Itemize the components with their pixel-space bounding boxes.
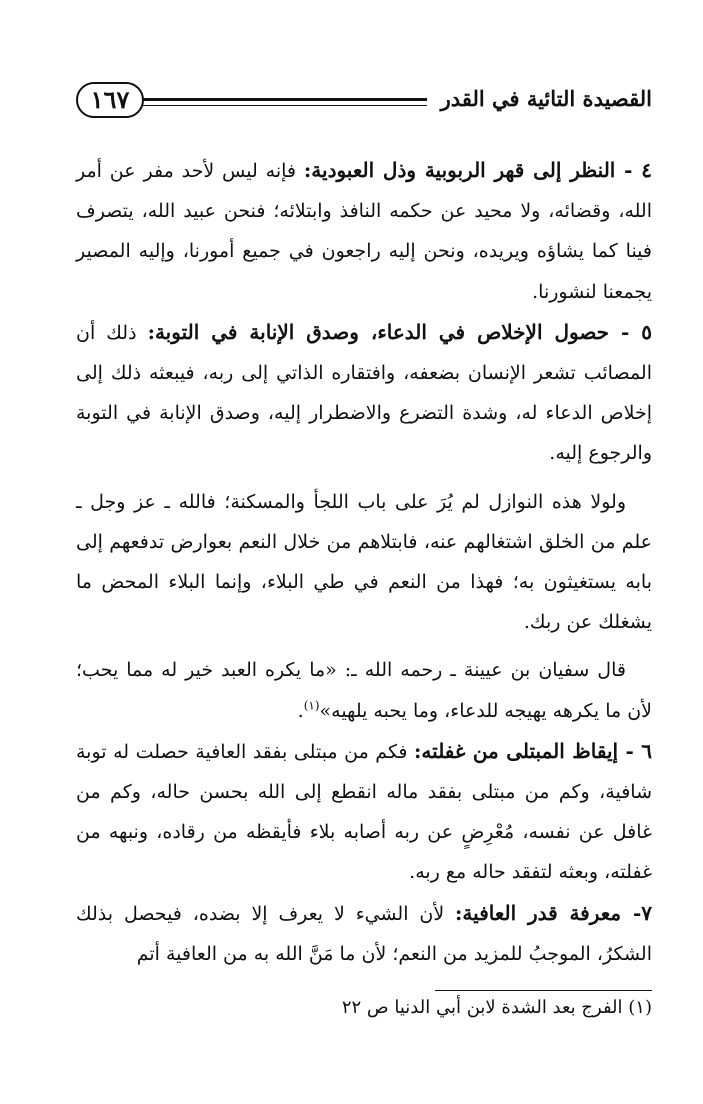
footnote-reference[interactable]: (١) [303, 698, 320, 713]
page-number: ١٦٧ [76, 82, 144, 118]
sufyan-quote-paragraph [76, 650, 652, 730]
footnote: (١) الفرج بعد الشدة لابن أبي الدنيا ص ٢٢ [341, 997, 652, 1018]
point-7-text: لأن الشيء لا يعرف إلا بضده، فيحصل بذلك الشكرُ، الموجبُ للمزيد من النعم؛ لأن ما مَنَّ الله به من العافية أتم [76, 902, 652, 965]
point-5-heading: ٥ - حصول الإخلاص في الدعاء، وصدق الإنابة في التوبة: [147, 319, 652, 344]
point-5-text: ذلك أن المصائب تشعر الإنسان بضعفه، وافتقاره الذاتي إلى ربه، فيبعثه ذلك إلى إخلاص الدعاء له، وشدة التضرع والاضطرار إليه، وصدق الإنابة في التوبة والرجوع إليه. [76, 321, 652, 465]
point-6-paragraph [76, 731, 652, 893]
point-4-paragraph [76, 150, 652, 312]
point-4-text: فإنه ليس لأحد مفر عن أمر الله، وقضائه، ولا محيد عن حكمه النافذ وابتلائه؛ فنحن عبيد الله، يتصرف فينا كما يشاؤه ويريده، ونحن إليه راجعون في جميع أمورنا، وإليه المصير يجمعنا لنشورنا. [76, 160, 652, 303]
sufyan-quote-end: . [297, 699, 304, 722]
point-7-paragraph [76, 893, 652, 974]
main-text [76, 150, 652, 974]
point-6-heading: ٦ - إيقاظ المبتلى من غفلته: [414, 738, 653, 763]
footnote-divider [435, 990, 652, 991]
point-5-paragraph [76, 312, 652, 474]
sufyan-quote: قال سفيان بن عيينة ـ رحمه الله ـ: «ما يكره العبد خير له مما يحب؛ لأن ما يكرهه يهيجه للدعاء، وما يحبه يلهيه» [76, 659, 652, 722]
page-header [76, 82, 652, 124]
nawazil-paragraph: ولولا هذه النوازل لم يُرَ على باب اللجأ والمسكنة؛ فالله ـ عز وجل ـ علم من الخلق اشتغالهم عنه، فابتلاهم من خلال النعم بعوارض تدفعهم إلى بابه يستغيثون به؛ فهذا من النعم في طي البلاء، وإنما البلاء المحض ما يشغلك عن ربك. [76, 490, 652, 634]
point-7-heading: ٧- معرفة قدر العافية: [455, 900, 652, 925]
header-rule [126, 98, 427, 101]
point-4-heading: ٤ - النظر إلى قهر الربوبية وذل العبودية: [303, 158, 652, 182]
running-title: القصيدة التائية في القدر [440, 86, 652, 111]
header-rule-thin [126, 105, 427, 106]
point-6-text: فكم من مبتلى بفقد العافية حصلت له توبة شافية، وكم من مبتلى بفقد ماله انقطع إلى الله بحسن حاله، وكم من غافل عن نفسه، مُعْرِضٍ عن ربه أصابه بلاء فأيقظه من رقاده، ونبهه من غفلته، وبعثه لتفقد حاله مع ربه. [76, 740, 652, 884]
